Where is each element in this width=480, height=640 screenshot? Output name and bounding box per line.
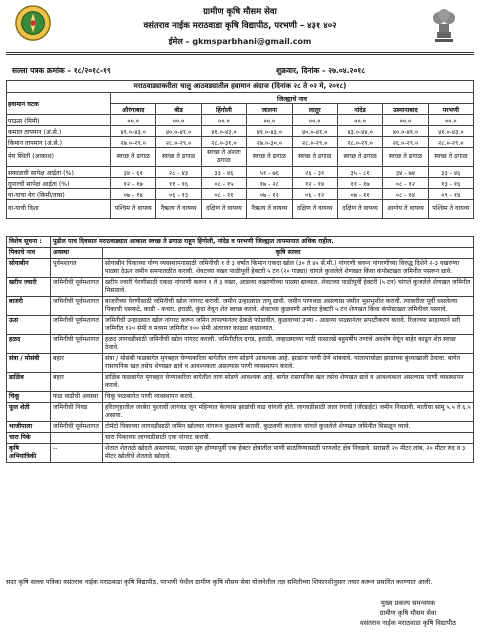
- forecast-value: २८.०-२९.०: [156, 137, 201, 148]
- footer-note: सदर कृषि सल्ला पत्रिका वसंतराव नाईक मराठवाडा कृषि विद्यापीठ, परभणी येथील ग्रामीण कृषि मौसम सेवा योजनेतील तज्ञ समितीच्या शिफारशीनुसार तयार करून प्रसारित करण्यात आली.: [6, 578, 433, 586]
- forecast-value: ४१.०-४३.०: [111, 126, 156, 137]
- bulletin-table: [6, 236, 474, 463]
- forecast-value: २७.०-३०.०: [247, 137, 292, 148]
- forecast-value: नैऋत्य ते वायव्य: [156, 200, 201, 219]
- district-name: हिंगोली: [201, 104, 246, 115]
- forecast-value: २८.०-२९.०: [292, 137, 337, 148]
- crop-name: फूल शेती: [7, 403, 51, 422]
- crop-name: ऊस: [7, 316, 51, 335]
- forecast-row: [7, 189, 474, 200]
- signature-line-3: वसंतराव नाईक मराठवाडा कृषि विद्यापीठ: [360, 619, 456, 627]
- forecast-value: पश्चिम ते वायव्य: [111, 200, 156, 219]
- forecast-value: ०७ - १२: [247, 189, 292, 200]
- crop-name: चारा पिके: [7, 433, 51, 444]
- crop-name: भाजीपाला: [7, 422, 51, 433]
- bulletin-row: [7, 259, 474, 278]
- email-link[interactable]: gkmsparbhani@gmail.com: [192, 37, 312, 46]
- forecast-value: स्वच्छ ते ढगाळ: [247, 148, 292, 167]
- signature-line-1: मुख्य प्रकल्प समन्वयक: [380, 599, 436, 607]
- forecast-value: ४०.०-४१.०: [383, 126, 428, 137]
- forecast-value: १३ - १६: [428, 178, 473, 189]
- forecast-value: ४१.०-४३.०: [247, 126, 292, 137]
- forecast-value: ०६ - १३: [156, 189, 201, 200]
- advisory-number: सल्ला पत्रक क्रमांक – १८/२०१८-१९: [12, 66, 111, 75]
- forecast-value: ४१.०-४३.०: [201, 126, 246, 137]
- forecast-value: ००.०: [383, 115, 428, 126]
- forecast-value: ००.०: [111, 115, 156, 126]
- forecast-value: ५१ - ७६: [247, 167, 292, 178]
- bulletin-row: [7, 422, 474, 433]
- bulletin-row: [7, 433, 474, 444]
- special-note-text: पुढील पाच दिवसात मराठवाड्यात आकाश स्वच्छ ते ढगाळ राहून हिंगोली, नांदेड व परभणी जिल्ह्यात तापमानात अधिक राहील.: [51, 237, 474, 248]
- forecast-value: स्वच्छ ते ढगाळ: [156, 148, 201, 167]
- district-header: जिल्ह्याचे नाव: [111, 93, 474, 104]
- forecast-value: पश्चिम ते वायव्य: [428, 200, 473, 219]
- signature-block: [338, 598, 478, 628]
- forecast-row: [7, 137, 474, 148]
- forecast-value: आग्नेय ते वायव्य: [383, 200, 428, 219]
- bulletin-row: [7, 297, 474, 316]
- forecast-value: ११ - १७: [337, 178, 382, 189]
- forecast-value: ००.०: [292, 115, 337, 126]
- bulletin-row: [7, 444, 474, 463]
- crop-stage: जमिनीची पूर्वमशागत: [51, 316, 103, 335]
- crop-stage: --: [51, 444, 103, 463]
- crop-stage: फळ वाढीची अवस्था: [51, 392, 103, 403]
- crop-name: सोयाबीन: [7, 259, 51, 278]
- forecast-title: मराठवाड्याकरीता चालु आठवड्यातील हवामान अंदाज (दिनांक २८ ते ०२ मे, २०१८): [7, 81, 474, 93]
- forecast-value: ०७ - १४: [111, 189, 156, 200]
- crop-stage: बहार: [51, 373, 103, 392]
- forecast-row: [7, 178, 474, 189]
- header-divider-2: [6, 54, 474, 55]
- crop-stage: जमिनीची पूर्वमशागत: [51, 278, 103, 297]
- forecast-value: ०८ - ११: [201, 189, 246, 200]
- forecast-value: ०६ - १२: [292, 189, 337, 200]
- district-name: लातूर: [292, 104, 337, 115]
- crop-advice: हरितगृहातील जरबेरा फुलाची लागवड जून महिन्यात केल्यास झाडांची वाढ चांगली होते. लागवडीसाठी लाल रंगाची (जॅरडाईट) जमीन निवडावी. मातीचा सामू ५.५ ते ६.५ असावा.: [103, 403, 474, 422]
- forecast-value: स्वच्छ ते ढगाळ: [292, 148, 337, 167]
- forecast-row: [7, 115, 474, 126]
- forecast-value: ३३ - ४६: [201, 167, 246, 178]
- header-line-1: ग्रामीण कृषि मौसम सेवा: [203, 7, 277, 17]
- forecast-value: दक्षिण ते वायव्य: [337, 200, 382, 219]
- bulletin-row: [7, 392, 474, 403]
- bulletin-header-cell: पिकाचे नाव: [7, 248, 51, 259]
- forecast-row: [7, 126, 474, 137]
- forecast-value: २६ - ३१: [292, 167, 337, 178]
- advisory-date: शुक्रवार, दिनांक – २७.०४.२०१८: [276, 66, 366, 75]
- forecast-param-label: किमान तापमान (अं.से.): [7, 137, 111, 148]
- district-name: औरंगाबाद: [111, 104, 156, 115]
- forecast-value: ११ - १६: [156, 178, 201, 189]
- forecast-table: [6, 80, 474, 219]
- forecast-value: १७ - २८: [247, 178, 292, 189]
- crop-name: हळद: [7, 335, 51, 354]
- forecast-value: ००.०: [201, 115, 246, 126]
- district-name: परभणी: [428, 104, 473, 115]
- forecast-value: स्वच्छ ते ढगाळ: [383, 148, 428, 167]
- forecast-value: नैऋत्य ते वायव्य: [247, 200, 292, 219]
- forecast-value: ०८ - १२: [383, 178, 428, 189]
- crop-advice: संत्रा / मोसंबी फळबागेत मृगबहार घेण्याकरिता बागेतील ताण सोडणे आवश्यक आहे. झाडांना पाणी देणे थांबवावे. पालापाचोळा झाडाच्या बुंध्याखाली ठेवावा. बागेत रासायनिक खत तसेच शेणखत द्यावे व आवश्यकता असल्यास पाणी व्यवस्थापन करावे.: [103, 354, 474, 373]
- forecast-row: [7, 200, 474, 219]
- signature-line-2: ग्रामीण कृषि मौसम सेवा: [379, 609, 437, 617]
- forecast-value: ४१.०-४३.०: [428, 126, 473, 137]
- crop-advice: सोयाबीन पिकाच्या योग्य व्यवस्थापनासाठी जमिनीची १ ते ३ वर्षांत किमान एकदा खोल (३० ते ४५ सें.मी.) नांगरणी करून नांगरणीच्या विरुद्ध दिशेने २-३ वखरण्या पाळ्या देऊन जमीन समपातळीत करावी. शेवटच्या वखर पाळीपूर्वी हेक्टरी ५ टन (२० गाड्या) चांगले कुजलेले शेणखत किंवा कंपोस्टखत जमिनीत पसरून द्यावे.: [103, 259, 474, 278]
- district-name: जालना: [247, 104, 292, 115]
- forecast-param-label: दुपारची सापेक्ष आर्द्रता (%): [7, 178, 111, 189]
- forecast-value: स्वच्छ ते ढगाळ: [337, 148, 382, 167]
- crop-advice: चारा पिकाच्या लागवडीसाठी एक नांगरट करावी.: [103, 433, 474, 444]
- forecast-row: [7, 148, 474, 167]
- bulletin-row: [7, 354, 474, 373]
- forecast-value: दक्षिण ते वायव्य: [201, 200, 246, 219]
- forecast-param-label: सकाळची सापेक्ष आर्द्रता (%): [7, 167, 111, 178]
- forecast-value: ४०.०-४१.०: [292, 126, 337, 137]
- forecast-value: ००.०: [247, 115, 292, 126]
- forecast-value: ३४ - ७४: [383, 167, 428, 178]
- crop-stage: जमिनीची निवड: [51, 403, 103, 422]
- forecast-row: [7, 167, 474, 178]
- crop-name: संत्रा / मोसंबी: [7, 354, 51, 373]
- forecast-value: स्वच्छ ते ढगाळ: [111, 148, 156, 167]
- forecast-value: ४३.०-४४.०: [337, 126, 382, 137]
- header-line-2: वसंतराव नाईक मराठवाडा कृषि विद्यापीठ, परभणी – ४३१ ४०२: [143, 21, 337, 31]
- forecast-value: ०८ - १४: [383, 189, 428, 200]
- crop-advice: हळद लागवडीसाठी जमिनीची खोल नांगरट करावी. जमिनीतील दगड, हराळी, लव्हाळ्याच्या गाठी यासारखे बहुवर्षीय तणांचे अवशेष वेचून बाहेर काढून शेत स्वच्छ ठेवावे.: [103, 335, 474, 354]
- forecast-value: २८.०-३१.०: [201, 137, 246, 148]
- forecast-value: ०९ - १४: [428, 189, 473, 200]
- crop-name: चिकू: [7, 392, 51, 403]
- bulletin-row: [7, 403, 474, 422]
- param-header: हवामान घटक: [7, 93, 111, 115]
- bulletin-row: [7, 316, 474, 335]
- crop-stage: जमिनीची पूर्वमशागत: [51, 335, 103, 354]
- bulletin-header-cell: अवस्था: [51, 248, 103, 259]
- crop-name: डाळिंब: [7, 373, 51, 392]
- district-name: उस्मानाबाद: [383, 104, 428, 115]
- special-note-label: विशेष सूचना :: [7, 237, 51, 248]
- crop-name: कृषि अभियांत्रिकी: [7, 444, 51, 463]
- advisory-info-bar: [6, 66, 474, 76]
- emblem-icon: [428, 2, 460, 44]
- crop-stage: बहार: [51, 354, 103, 373]
- bulletin-row: [7, 373, 474, 392]
- header-email-line: [0, 36, 480, 47]
- forecast-value: ००.०: [156, 115, 201, 126]
- forecast-param-label: मेघ स्थिती (आकाश): [7, 148, 111, 167]
- forecast-value: २८.०-२९.०: [337, 137, 382, 148]
- forecast-value: २८ - ४३: [156, 167, 201, 178]
- bulletin-row: [7, 278, 474, 297]
- forecast-value: १२ - १७: [111, 178, 156, 189]
- forecast-value: ००.०: [428, 115, 473, 126]
- forecast-param-label: वा-याचा वेग (किमी/तास): [7, 189, 111, 200]
- forecast-value: स्वच्छ ते ढगाळ: [428, 148, 473, 167]
- crop-stage: जमिनीची पूर्वमशागत: [51, 297, 103, 316]
- crop-stage: [51, 433, 103, 444]
- forecast-value: २८.०-२९.०: [428, 137, 473, 148]
- forecast-value: ०७ - ११: [337, 189, 382, 200]
- crop-advice: चिकू फळबागेत पाणी व्यवस्थापन करावे.: [103, 392, 474, 403]
- forecast-param-label: कमाल तापमान (अं.से.): [7, 126, 111, 137]
- forecast-value: ३३ - ४६: [428, 167, 473, 178]
- crop-advice: खरीप ज्वारी पेरणीसाठी एकदा नांगरणी करून १ ते ३ वखर, आडव्या वखरणीच्या पाळ्या द्याव्यात. शेवटच्या पाळीपूर्वी हेक्टरी (५ टन) चांगले कुजलेले शेणखत जमिनीत मिसळावे.: [103, 278, 474, 297]
- header-divider: [6, 52, 474, 53]
- bulletin-header-cell: कृषि सल्ला: [103, 248, 474, 259]
- forecast-value: ४०.०-४१.०: [156, 126, 201, 137]
- forecast-value: २६.०-२९.०: [383, 137, 428, 148]
- forecast-param-label: वा-याची दिशा: [7, 200, 111, 219]
- email-label: ईमेल –: [168, 37, 193, 46]
- crop-name: खरीप ज्वारी: [7, 278, 51, 297]
- crop-stage: पूर्वमशागत: [51, 259, 103, 278]
- bulletin-row: [7, 335, 474, 354]
- forecast-value: १२ - १४: [292, 178, 337, 189]
- crop-advice: बाजरीच्या पेरणीसाठी जमिनीची खोल नांगरट करावी. जमीन उन्हाळ्यात तापू द्यावी. जमीन पाणथळ असल्यास जमीन भुसभुशीत करावी. त्याकरीता पूर्वी धसलेल्या पिकाची धसकटे, काडी - कचरा, हराळी, कुंदा वेचून शेत स्वच्छ करावे. शेवटच्या कुळवणी अगोदर हेक्टरी ५ टन शेणखत किंवा कंपोस्टखत जमिनीवर पसरावे.: [103, 297, 474, 316]
- forecast-value: २७.०-२९.०: [111, 137, 156, 148]
- crop-advice: शेतात शेततळे खोदले असल्यास, पाळ्या सुरु होण्यापूर्वी एक हेक्टर क्षेत्रातील पाणी साठविण्यासाठी पाणलोट क्षेत्र निवडावे. सरासरी २० मीटर लांब, २० मीटर रुंद व ३ मीटर खोलीचे शेततळे खोदावे.: [103, 444, 474, 463]
- forecast-value: ३४ - ६१: [111, 167, 156, 178]
- forecast-value: ३५ - ८१: [337, 167, 382, 178]
- district-name: बीड: [156, 104, 201, 115]
- crop-name: बाजरी: [7, 297, 51, 316]
- forecast-value: स्वच्छ ते अंशतः ढगाळ: [201, 148, 246, 167]
- district-name: नांदेड: [337, 104, 382, 115]
- forecast-value: दक्षिण ते वायव्य: [292, 200, 337, 219]
- forecast-value: ०८ - १५: [201, 178, 246, 189]
- crop-advice: जमिनीची उन्हाळ्यात खोल नांगरट करून जमिन तापल्यानंतर ढेकळे फोडावीत. कुळवाच्या उभ्या - आडव्या पाळ्यानंतर सपाटीकरण करावे. रिजरच्या साहाय्याने सरी जमिनीत १२० सेमी व मध्यम जमिनीत १०० सेमी अंतरावर काढ्या काढाव्यात.: [103, 316, 474, 335]
- forecast-value: ००.०: [337, 115, 382, 126]
- crop-stage: जमिनीची पूर्वमशागत: [51, 422, 103, 433]
- crop-advice: डाळिंब फळबागेत मृगबहार घेण्याकरिता बागेतील ताण सोडणे आवश्यक आहे. बागेत रासायनिक खत तसेच शेणखत द्यावे व आवश्यकता असल्यास पाणी व्यवस्थापन करावे.: [103, 373, 474, 392]
- crop-advice: टोमॅटो पिकाच्या लागवडीसाठी जमिन खोलवर नांगरून कुळवणी करावी. कुळवणी करतांना चांगले कुजलेले शेणखत जमिनीत मिसळून घ्यावे.: [103, 422, 474, 433]
- forecast-param-label: पाऊस (मिमी): [7, 115, 111, 126]
